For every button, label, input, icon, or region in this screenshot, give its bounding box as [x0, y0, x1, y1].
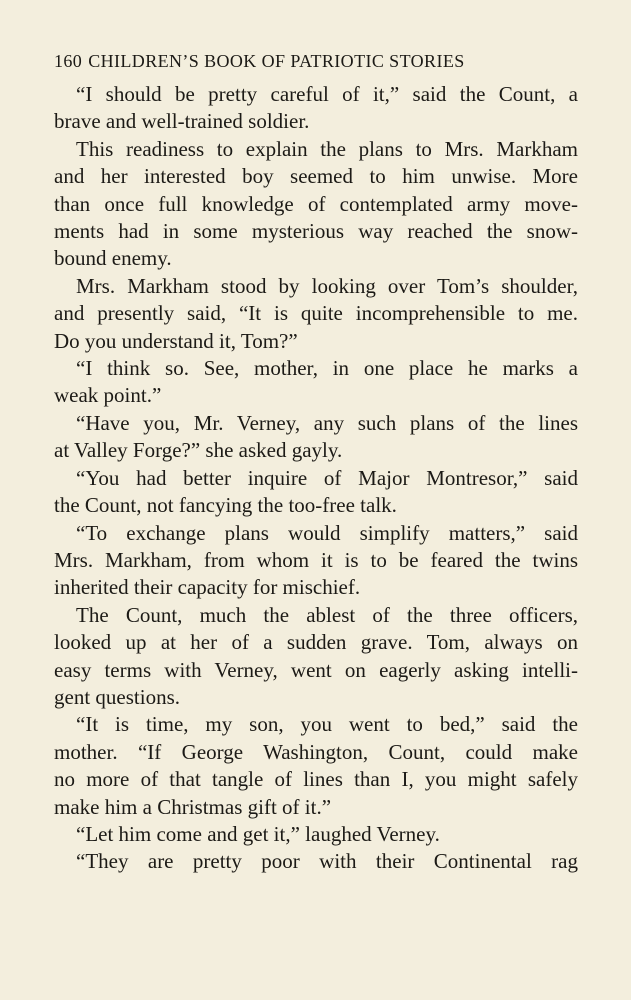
running-head-title: CHILDREN’S BOOK OF PATRIOTIC STORIES: [88, 51, 465, 71]
text-line: and presently said, “It is quite incomprehensible to me.: [54, 301, 578, 326]
text-line: “They are pretty poor with their Continental rag: [76, 849, 578, 874]
paragraph: [54, 81, 578, 136]
text-line: The Count, much the ablest of the three officers,: [76, 602, 578, 627]
text-line: at Valley Forge?” she asked gayly.: [54, 438, 343, 463]
text-line: inherited their capacity for mischief.: [54, 575, 361, 600]
page-number: 160: [54, 51, 83, 71]
running-head: [54, 47, 579, 75]
paragraph: [54, 821, 578, 848]
paragraph: [54, 410, 578, 465]
text-line: than once full knowledge of contemplated army move-: [54, 191, 578, 216]
text-line: “Let him come and get it,” laughed Verney.: [76, 821, 440, 846]
text-line: brave and well-trained soldier.: [54, 109, 310, 134]
text-line: This readiness to explain the plans to Mrs. Markham: [76, 136, 578, 161]
text-line: “Have you, Mr. Verney, any such plans of the lines: [76, 410, 578, 435]
text-line: bound enemy.: [54, 246, 172, 271]
text-line: the Count, not fancying the too-free talk.: [54, 493, 397, 518]
text-line: weak point.”: [54, 383, 162, 408]
text-line: mother. “If George Washington, Count, could make: [54, 739, 578, 764]
paragraph: [54, 465, 578, 520]
text-line: and her interested boy seemed to him unwise. More: [54, 164, 578, 189]
body-text: [54, 81, 578, 876]
text-line: looked up at her of a sudden grave. Tom, always on: [54, 630, 578, 655]
paragraph: [54, 848, 578, 875]
text-line: “It is time, my son, you went to bed,” said the: [76, 712, 578, 737]
paragraph: [54, 520, 578, 602]
text-line: Do you understand it, Tom?”: [54, 328, 298, 353]
text-line: ments had in some mysterious way reached the snow-: [54, 219, 578, 244]
text-line: easy terms with Verney, went on eagerly asking intelli-: [54, 657, 578, 682]
text-line: gent questions.: [54, 684, 180, 709]
text-line: “I should be pretty careful of it,” said the Count, a: [76, 82, 578, 106]
text-line: Mrs. Markham stood by looking over Tom’s shoulder,: [76, 273, 578, 298]
text-line: “You had better inquire of Major Montresor,” said: [76, 465, 578, 490]
text-line: “I think so. See, mother, in one place he marks a: [76, 356, 578, 381]
paragraph: [54, 711, 578, 821]
text-line: make him a Christmas gift of it.”: [54, 794, 332, 819]
text-line: Mrs. Markham, from whom it is to be feared the twins: [54, 547, 578, 572]
text-line: no more of that tangle of lines than I, you might safely: [54, 767, 578, 792]
paragraph: [54, 136, 578, 273]
paragraph: [54, 273, 578, 355]
paragraph: [54, 602, 578, 712]
text-line: “To exchange plans would simplify matters,” said: [76, 520, 578, 545]
paragraph: [54, 355, 578, 410]
